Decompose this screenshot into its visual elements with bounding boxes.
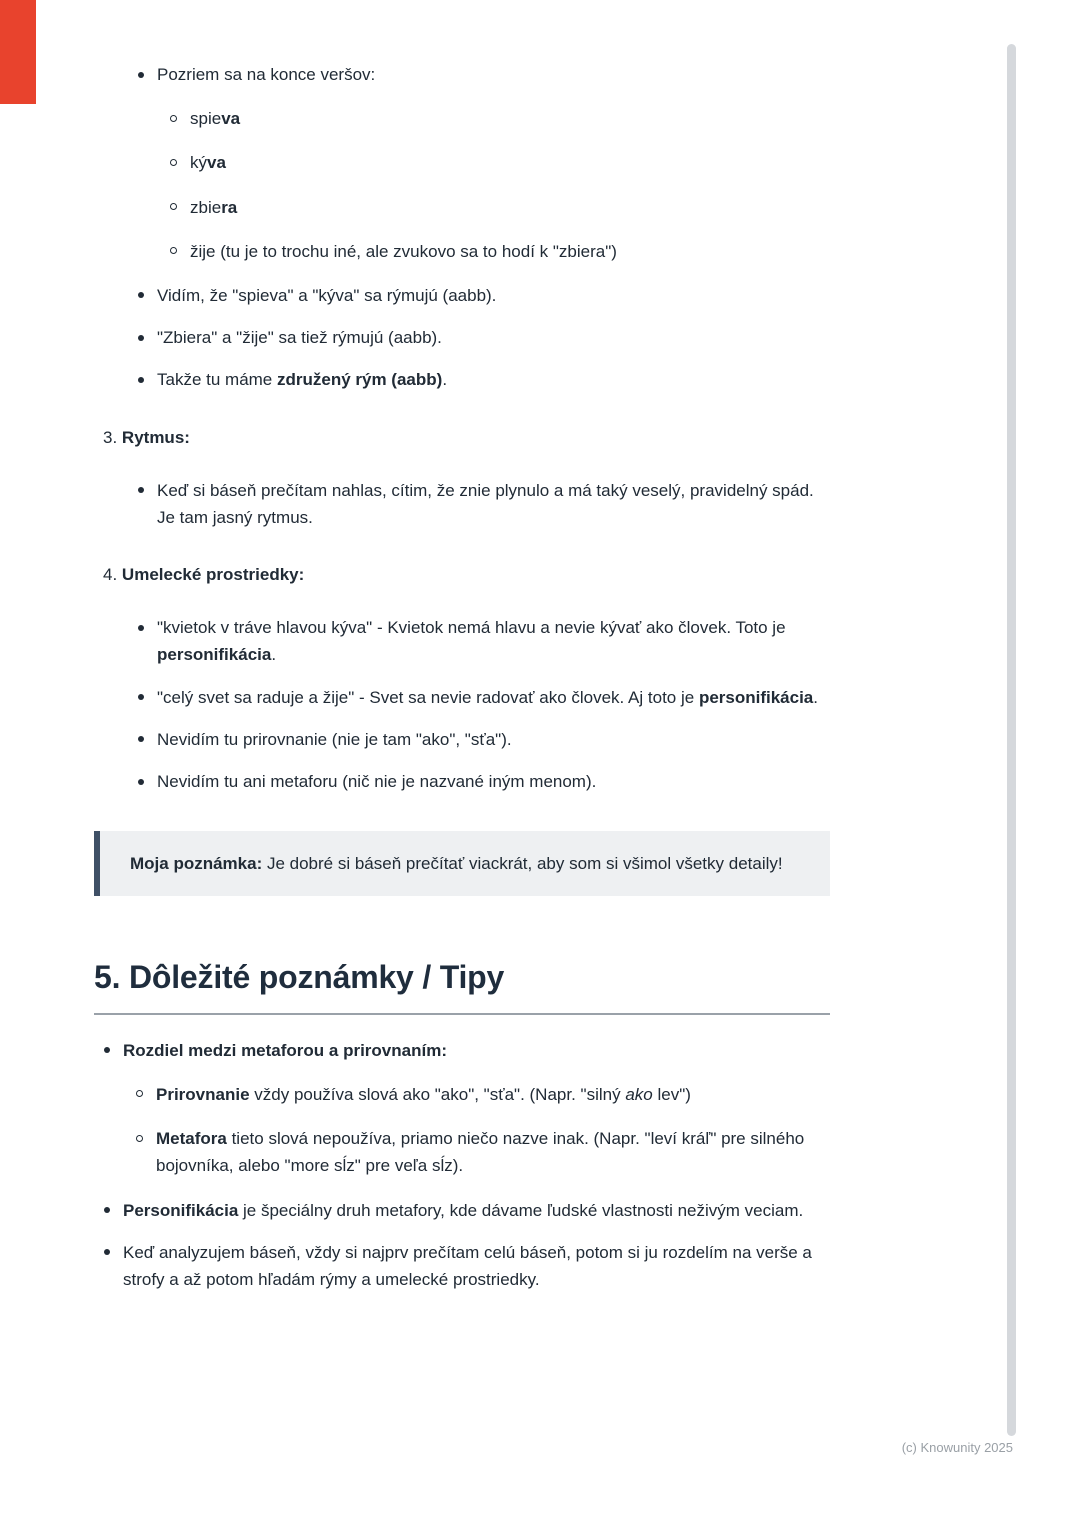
list-item-text: Nevidím tu prirovnanie (nie je tam "ako", "sťa"). (157, 729, 512, 749)
copyright-footer: (c) Knowunity 2025 (901, 1440, 1013, 1455)
list-item (135, 282, 830, 309)
numbered-heading-label: Umelecké prostriedky: (121, 565, 305, 585)
list-item (135, 477, 830, 531)
list-item (168, 194, 830, 221)
list-item-text: "celý svet sa raduje a žije" - Svet sa nevie radovať ako človek. Aj toto je personifikácia. (157, 687, 818, 707)
list-item (168, 238, 830, 265)
list-item (101, 1239, 830, 1293)
scrollbar-thumb[interactable] (1007, 44, 1016, 1436)
section-umelecke-prostriedky (135, 614, 830, 795)
sublist-metafora-prirovnanie (134, 1081, 830, 1180)
sublist-verse-endings (168, 105, 830, 265)
numbered-heading-umelecke-prostriedky (103, 561, 830, 588)
list-item-text: "kvietok v tráve hlavou kýva" - Kvietok nemá hlavu a nevie kývať ako človek. Toto je personifikácia. (157, 618, 786, 665)
section-tips (101, 1037, 830, 1293)
list-item (135, 324, 830, 351)
list-item (135, 768, 830, 795)
list-item-text: Nevidím tu ani metaforu (nič nie je nazvané iným menom). (157, 772, 597, 791)
list-item (101, 1197, 830, 1224)
heading-divider (94, 1013, 830, 1015)
list-item (168, 149, 830, 176)
section-heading-tipy: 5. Dôležité poznámky / Tipy (94, 959, 505, 996)
list-item (168, 105, 830, 132)
note-callout (94, 831, 830, 896)
list-number: 4. (103, 565, 118, 585)
list-item (101, 1037, 830, 1180)
list-item-text: Takže tu máme združený rým (aabb). (157, 370, 448, 390)
list-item-text: Personifikácia je špeciálny druh metafory, kde dávame ľudské vlastnosti neživým veciam. (123, 1200, 804, 1220)
section-rytmus (135, 477, 830, 531)
list-item-text: zbiera (190, 197, 238, 217)
list-item-text: žije (tu je to trochu iné, ale zvukovo sa to hodí k "zbiera") (190, 241, 617, 261)
list-item-text: Pozriem sa na konce veršov: (157, 65, 376, 84)
list-item-text: Metafora tieto slová nepoužíva, priamo niečo nazve inak. (Napr. "leví kráľ" pre silného bojovníka, alebo "more sĺz" pre veľa sĺz). (156, 1129, 805, 1176)
section-rhyme-endings (135, 61, 830, 394)
list-item-text: Vidím, že "spieva" a "kýva" sa rýmujú (aabb). (157, 285, 497, 305)
list-item (135, 614, 830, 668)
list-item-text: kýva (190, 153, 226, 173)
list-item (135, 61, 830, 265)
list-item (134, 1125, 830, 1179)
list-item-text: Keď analyzujem báseň, vždy si najprv prečítam celú báseň, potom si ju rozdelím na verše a strofy a až potom hľadám rýmy a umelecké prostriedky. (123, 1242, 812, 1289)
numbered-heading-rytmus (103, 424, 830, 451)
list-item-text: "Zbiera" a "žije" sa tiež rýmujú (aabb). (157, 328, 442, 348)
red-accent-corner (0, 0, 36, 104)
note-text: Moja poznámka: Je dobré si báseň prečítať viackrát, aby som si všimol všetky detaily! (130, 854, 783, 874)
numbered-heading-label: Rytmus: (121, 427, 190, 447)
list-item (135, 684, 830, 711)
list-item-text: Prirovnanie vždy používa slová ako "ako", "sťa". (Napr. "silný ako lev") (156, 1084, 691, 1104)
list-item (135, 726, 830, 753)
list-item (135, 366, 830, 393)
list-item-text: Rozdiel medzi metaforou a prirovnaním: (123, 1040, 447, 1060)
list-item-text: Keď si báseň prečítam nahlas, cítim, že znie plynulo a má taký veselý, pravidelný spád. Je tam jasný rytmus. (157, 480, 814, 527)
list-item (134, 1081, 830, 1108)
list-item-text: spieva (190, 109, 241, 129)
list-number: 3. (103, 427, 118, 447)
